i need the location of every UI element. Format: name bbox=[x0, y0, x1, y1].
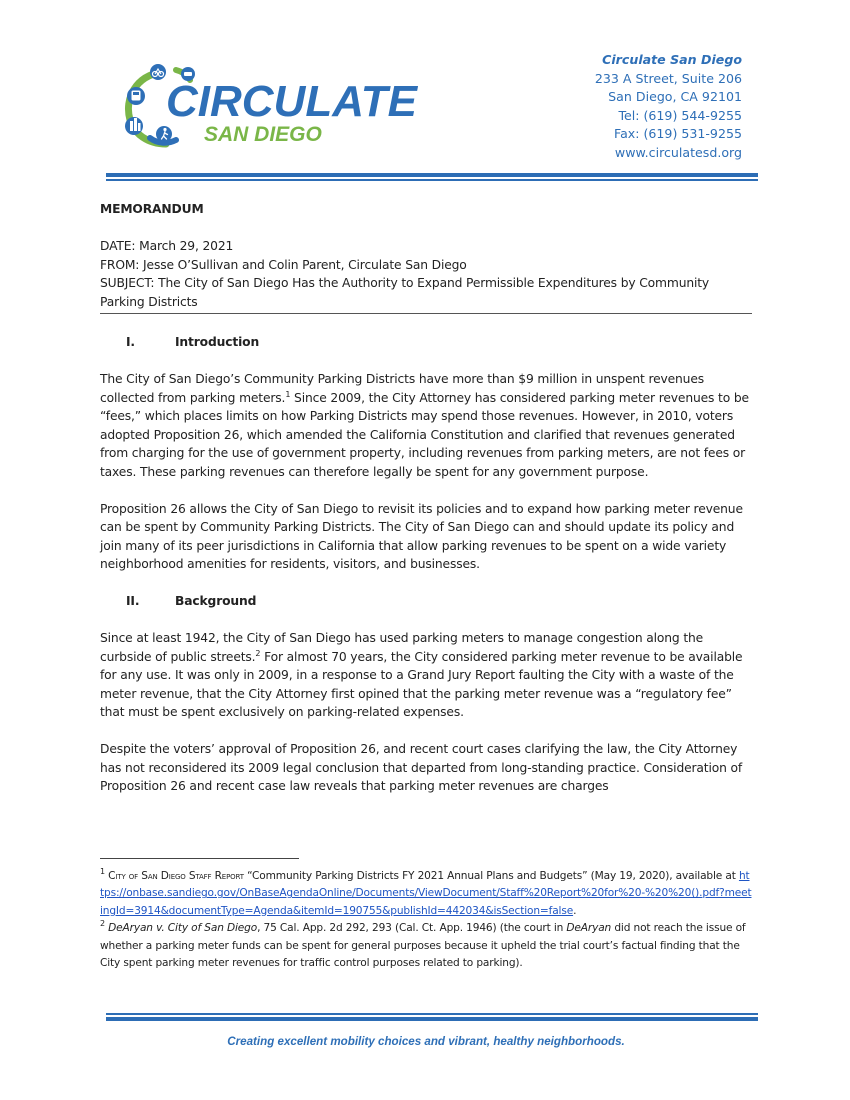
logo-wordmark-san-diego: SAN DIEGO bbox=[204, 123, 322, 146]
footer-rule-thick bbox=[106, 1017, 758, 1021]
section-number: I. bbox=[126, 335, 135, 349]
background-paragraph-1: Since at least 1942, the City of San Diego has used parking meters to manage congestion along the curbside of public streets.$^2$ For almost 70 years, the City considered parking meter revenue to be available for any use. It was only in 2009, in a response to a Grand Jury Report faulting the City with a waste of the meter revenue, that the City Attorney first opined that the parking meter revenue was a “regulatory fee” that must be spent exclusively on parking-related expenses. bbox=[100, 631, 743, 719]
memo-body bbox=[100, 200, 752, 796]
bicycle-icon bbox=[150, 64, 166, 80]
telephone: Tel: (619) 544-9255 bbox=[618, 107, 742, 123]
footnotes bbox=[100, 868, 752, 972]
address-line-2: San Diego, CA 92101 bbox=[608, 89, 742, 104]
section-heading-introduction bbox=[100, 333, 752, 352]
footnote-ref-1[interactable]: 1 bbox=[285, 389, 291, 399]
building-icon bbox=[125, 117, 143, 135]
memo-from: FROM: Jesse O’Sullivan and Colin Parent, Circulate San Diego bbox=[100, 257, 467, 272]
org-name: Circulate San Diego bbox=[602, 52, 742, 67]
section-number: II. bbox=[126, 594, 140, 608]
section-heading-background bbox=[100, 592, 752, 611]
fax: Fax: (619) 531-9255 bbox=[613, 126, 742, 141]
address-line-1: 233 A Street, Suite 206 bbox=[594, 70, 742, 86]
logo-graphic bbox=[118, 58, 417, 154]
memo-subject: SUBJECT: The City of San Diego Has the Authority to Expand Permissible Expenditures by Community Parking Districts bbox=[100, 274, 752, 314]
footer-rule-thin bbox=[106, 1013, 758, 1015]
logo-wordmark-circulate: CIRCULATE bbox=[166, 77, 417, 126]
intro-paragraph-1: The City of San Diego’s Community Parking Districts have more than $9 million in unspent revenues collected from parking meters.$^1$ Since 2009, the City Attorney has considered parking meter revenues to be “fees,” which places limits on how Parking Districts may spend those revenues. However, in 2010, voters adopted Proposition 26, which amended the California Constitution and clarified that revenues generated from charging for the use of government property, including revenues from parking meters, are not fees or taxes. These parking revenues can therefore legally be spent for any government purpose. bbox=[100, 372, 749, 479]
bus-icon bbox=[127, 87, 145, 105]
section-title: Introduction bbox=[175, 335, 260, 349]
header-rule-thin bbox=[106, 179, 758, 181]
footnote-1: $^1$ City of San Diego Staff Report “Community Parking Districts FY 2021 Annual Plans and Budgets” (May 19, 2020), available at https://onbase.sandiego.gov/OnBaseAgendaOnline/Documents/ViewDocument/Staff%20Report%20for%20-%20%20().pdf?meetingId=3914&documentType=Agenda&itemId=190755&publishId=442034&isSection=false. bbox=[100, 867, 752, 917]
contact-block bbox=[595, 51, 742, 162]
website: www.circulatesd.org bbox=[614, 144, 742, 160]
background-paragraph-2: Despite the voters’ approval of Proposition 26, and recent court cases clarifying the law, the City Attorney has not reconsidered its 2009 legal conclusion that departed from long-standing practice. Consideration of Proposition 26 and recent case law reveals that parking meter revenues are charges bbox=[100, 742, 743, 793]
memo-date: DATE: March 29, 2021 bbox=[100, 239, 234, 253]
staff-report-link[interactable]: https://onbase.sandiego.gov/OnBaseAgendaOnline/Documents/ViewDocument/Staff%20Report%20for%20-%20%20().pdf?meetingId=3914&documentType=Agenda&itemId=190755&publishId=442034&isSection=false bbox=[100, 870, 752, 917]
section-title: Background bbox=[175, 594, 257, 608]
header-rule-thick bbox=[106, 173, 758, 177]
pedestrian-icon bbox=[156, 126, 172, 142]
footer-tagline: Creating excellent mobility choices and vibrant, healthy neighborhoods. bbox=[227, 1035, 625, 1048]
intro-paragraph-2: Proposition 26 allows the City of San Diego to revisit its policies and to expand how parking meter revenue can be spent by Community Parking Districts. The City of San Diego can and should update its policy and join many of its peer jurisdictions in California that allow parking revenues to be spent on a wide variety neighborhood amenities for residents, visitors, and businesses. bbox=[100, 501, 743, 571]
footnote-1-source: City of San Diego Staff Report bbox=[108, 870, 244, 882]
footnote-2: $^2$ DeAryan v. City of San Diego, 75 Cal. App. 2d 292, 293 (Cal. Ct. App. 1946) (the court in DeAryan did not reach the issue of whether a parking meter funds can be spent for general purposes because it upheld the trial court’s factual finding that the City spent parking meter revenues for traffic control purposes related to parking). bbox=[100, 919, 746, 970]
circulate-san-diego-logo bbox=[118, 58, 417, 154]
memo-title: MEMORANDUM bbox=[100, 202, 204, 216]
footnote-separator bbox=[100, 858, 299, 859]
footnote-ref-2[interactable]: 2 bbox=[255, 648, 261, 658]
